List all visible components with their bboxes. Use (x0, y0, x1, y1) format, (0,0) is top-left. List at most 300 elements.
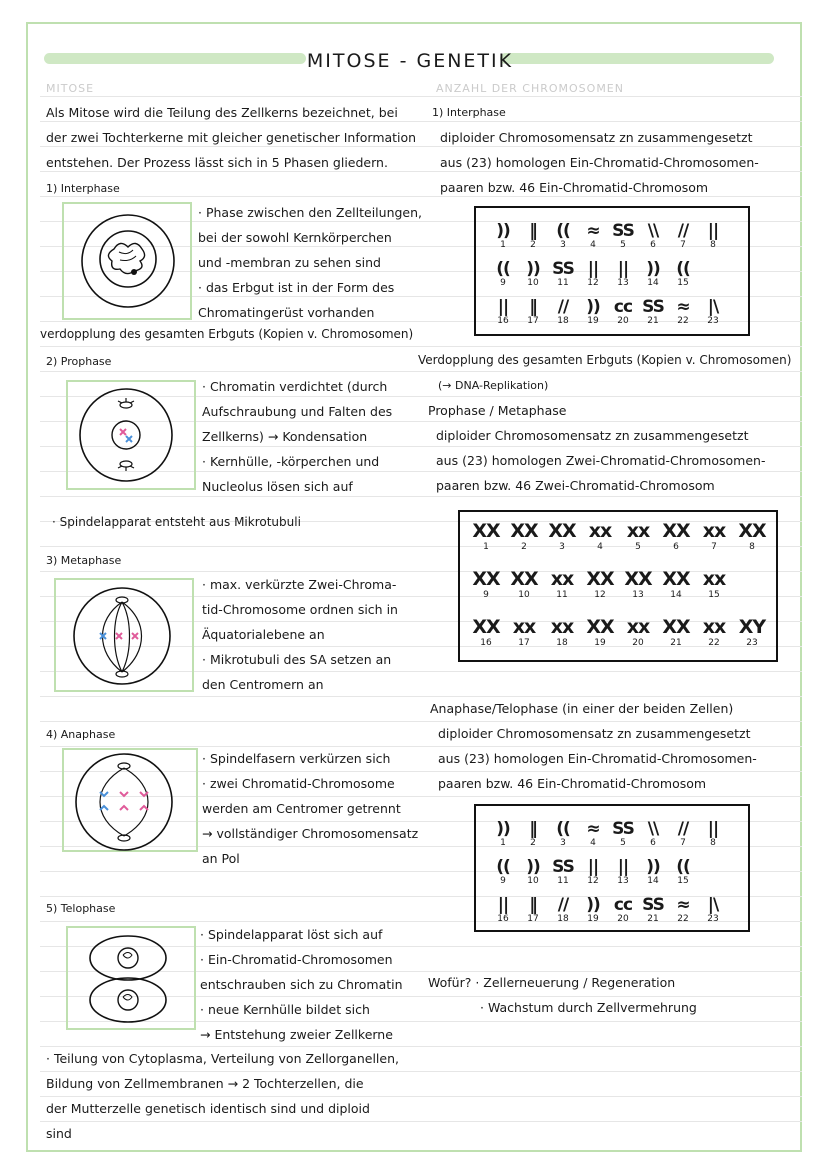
chromosome-number: 13 (617, 278, 629, 288)
text-line: · neue Kernhülle bildet sich (200, 1002, 370, 1017)
ruled-line (422, 1021, 802, 1022)
chromosome-pair (584, 616, 616, 648)
chromosome-glyph: XX (586, 568, 614, 590)
karyogram-row (490, 222, 726, 250)
chromosome-glyph: || (617, 857, 629, 877)
text-line: 1) Interphase (432, 106, 506, 119)
ruled-line (422, 946, 802, 947)
karyogram-metaphase (458, 510, 778, 662)
chromosome-number: 16 (497, 316, 509, 326)
chromosome-glyph: ≈ (676, 297, 690, 317)
chromosome-glyph: ‖ (529, 819, 537, 839)
text-line: → Entstehung zweier Zellkerne (200, 1027, 393, 1042)
chromosome-number: 9 (483, 590, 489, 600)
karyogram-row (490, 298, 726, 326)
chromosome-glyph: )) (496, 221, 510, 241)
chromosome-pair (550, 820, 576, 848)
chromosome-glyph: || (617, 259, 629, 279)
chromosome-number: 20 (632, 638, 644, 648)
chromosome-pair (622, 568, 654, 600)
chromosome-pair (640, 222, 666, 250)
chromosome-pair (580, 260, 606, 288)
section-heading-chromosomen: ANZAHL DER CHROMOSOMEN (436, 82, 624, 95)
chromosome-number: 22 (677, 914, 689, 924)
chromosome-number: 5 (635, 542, 641, 552)
telophase-cell-svg (68, 928, 198, 1032)
text-line: den Centromern an (202, 677, 324, 692)
chromosome-pair (622, 520, 654, 552)
title-highlight-left (44, 53, 306, 64)
wofuer-text (428, 970, 697, 1020)
chromosome-number: 9 (500, 278, 506, 288)
chromosome-glyph: )) (586, 895, 600, 915)
chromosome-glyph: (( (556, 819, 570, 839)
chromosome-glyph: XX (510, 568, 538, 590)
text-line: werden am Centromer getrennt (202, 801, 401, 816)
text-line: Prophase / Metaphase (428, 403, 567, 418)
chromosome-number: 3 (559, 542, 565, 552)
chromosome-number: 15 (677, 278, 689, 288)
chromosome-number: 10 (518, 590, 530, 600)
chromosome-glyph: XY (738, 616, 766, 638)
chromosome-pair (580, 896, 606, 924)
chromosome-pair (490, 298, 516, 326)
text-line: an Pol (202, 851, 240, 866)
anaphase-drawing (62, 748, 198, 852)
text-line: diploider Chromosomensatz zn zusammengesetzt (438, 726, 751, 741)
chromosome-number: 6 (650, 838, 656, 848)
phase-title-metaphase: 3) Metaphase (46, 554, 122, 567)
chromosome-number: 11 (556, 590, 568, 600)
chromosome-glyph: SS (642, 297, 664, 317)
text-line: · Ein-Chromatid-Chromosomen (200, 952, 393, 967)
chromosome-pair (698, 568, 730, 600)
text-line: Chromatingerüst vorhanden (198, 305, 375, 320)
chromosome-pair (550, 260, 576, 288)
chromosome-number: 13 (617, 876, 629, 886)
chromosome-pair (520, 222, 546, 250)
chromosome-number: 13 (632, 590, 644, 600)
text-line: Bildung von Zellmembranen → 2 Tochterzellen, die (46, 1076, 364, 1091)
intro-line: Als Mitose wird die Teilung des Zellkerns bezeichnet, bei (46, 105, 398, 120)
chromosome-glyph: XX (624, 568, 652, 590)
chromosome-number: 14 (647, 876, 659, 886)
chromosome-number: 14 (670, 590, 682, 600)
chromosome-glyph: \\ (647, 819, 659, 839)
replication-count-text (418, 348, 791, 498)
chromosome-number: 10 (527, 278, 539, 288)
text-line: aus (23) homologen Ein-Chromatid-Chromosomen- (438, 751, 757, 766)
phase-title-anaphase: 4) Anaphase (46, 728, 116, 741)
chromosome-number: 17 (518, 638, 530, 648)
chromosome-number: 7 (711, 542, 717, 552)
chromosome-glyph: XX (738, 520, 766, 542)
chromosome-glyph: xx (588, 520, 612, 542)
chromosome-number: 6 (673, 542, 679, 552)
chromosome-glyph: SS (642, 895, 664, 915)
ruled-line (422, 671, 802, 672)
chromosome-number: 5 (620, 838, 626, 848)
chromosome-glyph: SS (612, 819, 634, 839)
chromosome-glyph: SS (552, 857, 574, 877)
text-line: Zellkerns) → Kondensation (202, 429, 368, 444)
intro-line: entstehen. Der Prozess lässt sich in 5 Phasen gliedern. (46, 155, 388, 170)
chromosome-glyph: ≈ (676, 895, 690, 915)
chromosome-pair (700, 820, 726, 848)
text-line: Nucleolus lösen sich auf (202, 479, 353, 494)
chromosome-glyph: (( (676, 857, 690, 877)
chromosome-pair (520, 298, 546, 326)
chromosome-glyph: \\ (647, 221, 659, 241)
chromosome-number: 16 (497, 914, 509, 924)
karyogram-row (490, 820, 726, 848)
chromosome-glyph: // (677, 819, 689, 839)
phase-title-telophase: 5) Telophase (46, 902, 116, 915)
chromosome-glyph: (( (556, 221, 570, 241)
chromosome-pair (610, 896, 636, 924)
intro-line: der zwei Tochterkerne mit gleicher genetischer Information (46, 130, 417, 145)
telophase-text (200, 922, 403, 1047)
karyogram-row (490, 858, 696, 886)
ruled-line (422, 96, 802, 97)
chromosome-number: 22 (677, 316, 689, 326)
chromosome-glyph: XX (472, 568, 500, 590)
chromosome-number: 8 (710, 240, 716, 250)
chromosome-number: 2 (530, 838, 536, 848)
chromosome-glyph: || (707, 221, 719, 241)
chromosome-number: 7 (680, 240, 686, 250)
text-line: · Phase zwischen den Zellteilungen, (198, 205, 423, 220)
text-line: · Spindelapparat löst sich auf (200, 927, 383, 942)
chromosome-number: 18 (556, 638, 568, 648)
chromosome-pair (470, 520, 502, 552)
chromosome-glyph: XX (472, 616, 500, 638)
chromosome-pair (490, 820, 516, 848)
chromosome-number: 3 (560, 240, 566, 250)
ruled-line (40, 96, 436, 97)
chromosome-pair (670, 298, 696, 326)
chromosome-glyph: ‖ (529, 895, 537, 915)
chromosome-glyph: || (497, 895, 509, 915)
chromosome-number: 14 (647, 278, 659, 288)
chromosome-glyph: )) (526, 259, 540, 279)
chromosome-pair (580, 222, 606, 250)
chromosome-number: 2 (521, 542, 527, 552)
chromosome-number: 20 (617, 316, 629, 326)
ruled-line (422, 1096, 802, 1097)
text-line: aus (23) homologen Zwei-Chromatid-Chromosomen- (436, 453, 766, 468)
ruled-line (40, 871, 436, 872)
chromosome-number: 1 (500, 838, 506, 848)
chromosome-glyph: XX (548, 520, 576, 542)
chromosome-pair (520, 896, 546, 924)
text-line: und -membran zu sehen sind (198, 255, 381, 270)
chromosome-number: 1 (483, 542, 489, 552)
chromosome-glyph: |\ (707, 297, 719, 317)
chromosome-glyph: ‖ (529, 297, 537, 317)
chromosome-number: 12 (587, 278, 599, 288)
chromosome-glyph: xx (702, 568, 726, 590)
chromosome-pair (610, 820, 636, 848)
ruled-line (40, 546, 436, 547)
chromosome-glyph: ≈ (586, 819, 600, 839)
chromosome-number: 12 (594, 590, 606, 600)
chromosome-number: 23 (707, 316, 719, 326)
anaphase-text (202, 746, 418, 871)
text-line: · Wachstum durch Zellvermehrung (480, 1000, 697, 1015)
chromosome-glyph: ‖ (529, 221, 537, 241)
chromosome-pair (490, 222, 516, 250)
text-line: · Mikrotubuli des SA setzen an (202, 652, 392, 667)
chromosome-pair (490, 858, 516, 886)
chromosome-glyph: SS (552, 259, 574, 279)
chromosome-number: 18 (557, 316, 569, 326)
chromosome-pair (660, 616, 692, 648)
chromosome-pair (622, 616, 654, 648)
chromosome-pair (670, 222, 696, 250)
chromosome-glyph: || (587, 857, 599, 877)
chromosome-glyph: // (557, 297, 569, 317)
chromosome-number: 12 (587, 876, 599, 886)
chromosome-number: 21 (647, 914, 659, 924)
anaphase-cell-svg (64, 750, 200, 854)
karyogram-row (490, 260, 696, 288)
prophase-cell-svg (68, 382, 198, 492)
chromosome-pair (550, 858, 576, 886)
chromosome-pair (470, 568, 502, 600)
chromosome-glyph: || (707, 819, 719, 839)
chromosome-glyph: || (587, 259, 599, 279)
text-line: Anaphase/Telophase (in einer der beiden Zellen) (430, 701, 734, 716)
phase-title-interphase: 1) Interphase (46, 182, 120, 195)
chromosome-pair (490, 260, 516, 288)
chromosome-glyph: )) (586, 297, 600, 317)
chromosome-pair (610, 298, 636, 326)
chromosome-glyph: xx (702, 520, 726, 542)
chromosome-glyph: (( (496, 259, 510, 279)
text-line: Verdopplung des gesamten Erbguts (Kopien v. Chromosomen) (418, 353, 792, 367)
chromosome-pair (546, 520, 578, 552)
chromosome-pair (660, 520, 692, 552)
chromosome-number: 21 (647, 316, 659, 326)
chromosome-pair (700, 896, 726, 924)
metaphase-cell-svg (56, 580, 196, 694)
chromosome-pair (584, 568, 616, 600)
chromosome-pair (670, 858, 696, 886)
intro-text (46, 100, 416, 175)
chromosome-number: 18 (557, 914, 569, 924)
chromosome-number: 23 (707, 914, 719, 924)
chromosome-pair (640, 820, 666, 848)
karyogram-row (470, 568, 730, 600)
text-line: → vollständiger Chromosomensatz (202, 826, 419, 841)
chromosome-number: 10 (527, 876, 539, 886)
section-heading-mitose: MITOSE (46, 82, 95, 95)
chromosome-pair (520, 858, 546, 886)
prophase-extra: · Spindelapparat entsteht aus Mikrotubuli (52, 515, 301, 529)
chromosome-pair (508, 568, 540, 600)
chromosome-number: 20 (617, 914, 629, 924)
karyogram-row (470, 616, 768, 648)
chromosome-number: 16 (480, 638, 492, 648)
chromosome-number: 4 (590, 838, 596, 848)
prophase-drawing (66, 380, 196, 490)
interphase-count-text (432, 100, 759, 200)
text-line: bei der sowohl Kernkörperchen (198, 230, 392, 245)
chromosome-pair (670, 820, 696, 848)
chromosome-glyph: || (497, 297, 509, 317)
prophase-text (202, 374, 392, 499)
chromosome-pair (584, 520, 616, 552)
chromosome-number: 23 (746, 638, 758, 648)
chromosome-glyph: XX (662, 568, 690, 590)
text-line: Äquatorialebene an (202, 627, 325, 642)
phase-title-prophase: 2) Prophase (46, 355, 112, 368)
text-line: diploider Chromosomensatz zn zusammengesetzt (440, 130, 753, 145)
page-title: MITOSE - GENETIK (306, 50, 514, 72)
chromosome-number: 4 (590, 240, 596, 250)
chromosome-number: 11 (557, 876, 569, 886)
chromosome-pair (610, 222, 636, 250)
chromosome-pair (736, 520, 768, 552)
ruled-line (422, 796, 802, 797)
chromosome-number: 1 (500, 240, 506, 250)
chromosome-pair (698, 616, 730, 648)
text-line: tid-Chromosome ordnen sich in (202, 602, 398, 617)
chromosome-pair (550, 298, 576, 326)
text-line: · Chromatin verdichtet (durch (202, 379, 388, 394)
chromosome-pair (470, 616, 502, 648)
chromosome-pair (640, 260, 666, 288)
chromosome-number: 15 (708, 590, 720, 600)
chromosome-number: 19 (587, 316, 599, 326)
chromosome-number: 7 (680, 838, 686, 848)
chromosome-pair (698, 520, 730, 552)
chromosome-pair (640, 896, 666, 924)
chromosome-glyph: cc (613, 895, 633, 915)
chromosome-pair (610, 858, 636, 886)
title-highlight-right (500, 53, 774, 64)
chromosome-pair (640, 298, 666, 326)
chromosome-glyph: XX (586, 616, 614, 638)
chromosome-glyph: xx (550, 568, 574, 590)
text-line: sind (46, 1126, 72, 1141)
text-line: Wofür? · Zellerneuerung / Regeneration (428, 975, 676, 990)
text-line: · Spindelfasern verkürzen sich (202, 751, 391, 766)
chromosome-glyph: xx (626, 520, 650, 542)
karyogram-row (470, 520, 768, 552)
text-line: · Kernhülle, -körperchen und (202, 454, 380, 469)
chromosome-glyph: XX (510, 520, 538, 542)
chromosome-glyph: )) (526, 857, 540, 877)
ruled-line (422, 1121, 802, 1122)
text-line: · zwei Chromatid-Chromosome (202, 776, 395, 791)
chromosome-pair (546, 568, 578, 600)
chromosome-glyph: xx (626, 616, 650, 638)
karyogram-interphase (474, 206, 750, 336)
chromosome-pair (610, 260, 636, 288)
text-line: paaren bzw. 46 Zwei-Chromatid-Chromosom (436, 478, 715, 493)
chromosome-glyph: // (677, 221, 689, 241)
chromosome-pair (670, 896, 696, 924)
chromosome-glyph: (( (676, 259, 690, 279)
chromosome-number: 2 (530, 240, 536, 250)
chromosome-glyph: // (557, 895, 569, 915)
interphase-extra: verdopplung des gesamten Erbguts (Kopien v. Chromosomen) (40, 327, 414, 341)
text-line: entschrauben sich zu Chromatin (200, 977, 403, 992)
chromosome-glyph: XX (662, 520, 690, 542)
karyogram-row (490, 896, 726, 924)
chromosome-number: 4 (597, 542, 603, 552)
chromosome-number: 5 (620, 240, 626, 250)
text-line: aus (23) homologen Ein-Chromatid-Chromosomen- (440, 155, 759, 170)
chromosome-number: 9 (500, 876, 506, 886)
chromosome-glyph: )) (646, 259, 660, 279)
interphase-cell-svg (64, 204, 194, 322)
chromosome-pair (580, 858, 606, 886)
chromosome-pair (660, 568, 692, 600)
ruled-line (422, 346, 802, 347)
chromosome-pair (580, 820, 606, 848)
chromosome-pair (508, 616, 540, 648)
metaphase-text (202, 572, 398, 697)
interphase-text (198, 200, 422, 325)
chromosome-number: 17 (527, 316, 539, 326)
chromosome-number: 19 (587, 914, 599, 924)
metaphase-drawing (54, 578, 194, 692)
chromosome-pair (736, 616, 768, 648)
text-line: Aufschraubung und Falten des (202, 404, 393, 419)
chromosome-glyph: SS (612, 221, 634, 241)
chromosome-pair (670, 260, 696, 288)
ruled-line (422, 1046, 802, 1047)
chromosome-pair (580, 298, 606, 326)
chromosome-pair (700, 222, 726, 250)
chromosome-number: 8 (710, 838, 716, 848)
text-line: (→ DNA-Replikation) (438, 379, 549, 392)
chromosome-glyph: xx (550, 616, 574, 638)
chromosome-glyph: cc (613, 297, 633, 317)
telophase-drawing (66, 926, 196, 1030)
text-line: diploider Chromosomensatz zn zusammengesetzt (436, 428, 749, 443)
chromosome-glyph: )) (496, 819, 510, 839)
chromosome-glyph: (( (496, 857, 510, 877)
chromosome-pair (508, 520, 540, 552)
chromosome-pair (640, 858, 666, 886)
text-line: · das Erbgut ist in der Form des (198, 280, 395, 295)
anaphase-count-text (430, 696, 757, 796)
text-line: · max. verkürzte Zwei-Chroma- (202, 577, 397, 592)
chromosome-pair (490, 896, 516, 924)
chromosome-number: 3 (560, 838, 566, 848)
text-line: paaren bzw. 46 Ein-Chromatid-Chromosom (438, 776, 707, 791)
chromosome-number: 21 (670, 638, 682, 648)
chromosome-glyph: XX (472, 520, 500, 542)
chromosome-glyph: )) (646, 857, 660, 877)
chromosome-pair (546, 616, 578, 648)
chromosome-number: 11 (557, 278, 569, 288)
chromosome-glyph: xx (702, 616, 726, 638)
chromosome-number: 15 (677, 876, 689, 886)
chromosome-number: 22 (708, 638, 720, 648)
chromosome-pair (520, 260, 546, 288)
chromosome-glyph: XX (662, 616, 690, 638)
chromosome-number: 6 (650, 240, 656, 250)
chromosome-pair (700, 298, 726, 326)
chromosome-pair (550, 222, 576, 250)
karyogram-anaphase (474, 804, 750, 932)
chromosome-glyph: |\ (707, 895, 719, 915)
